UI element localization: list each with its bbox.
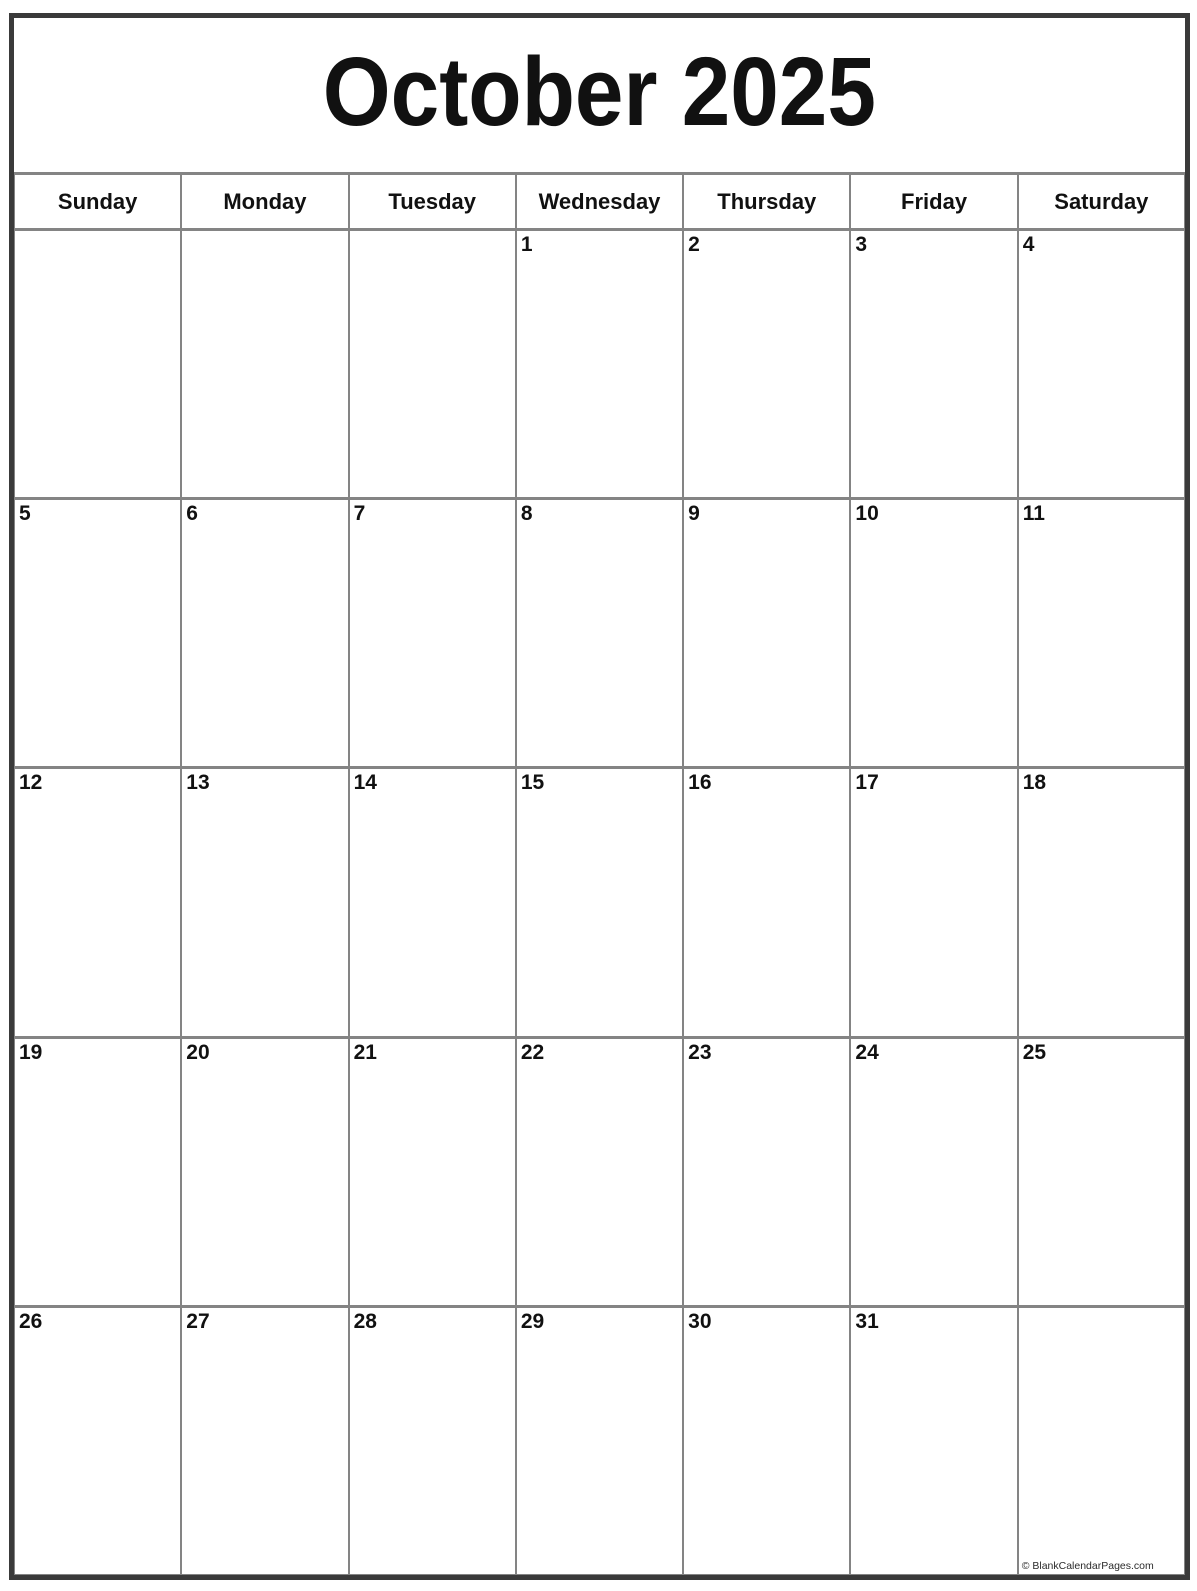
day-cell-18	[1018, 767, 1185, 1036]
weekday-label: Wednesday	[538, 188, 661, 214]
day-cell-11	[1018, 498, 1185, 767]
day-cell-28	[349, 1306, 516, 1575]
day-cell-empty	[14, 229, 181, 498]
weekday-header-monday	[181, 172, 348, 229]
day-number: 9	[688, 502, 700, 526]
day-number: 26	[19, 1309, 43, 1333]
day-cell-empty	[1018, 1306, 1185, 1575]
day-number: 29	[520, 1309, 545, 1333]
day-number: 23	[688, 1040, 712, 1064]
day-number: 15	[520, 771, 545, 795]
day-cell-empty	[349, 229, 516, 498]
day-cell-10	[850, 498, 1017, 767]
day-number: 20	[186, 1040, 210, 1064]
weekday-label: Saturday	[1054, 188, 1149, 214]
day-number: 24	[855, 1040, 879, 1064]
day-cell-21	[349, 1037, 516, 1306]
weekday-label: Tuesday	[388, 188, 477, 214]
weekday-label: Friday	[901, 188, 968, 214]
day-number: 27	[186, 1309, 210, 1333]
day-number: 25	[1022, 1040, 1047, 1064]
day-cell-12	[14, 767, 181, 1036]
day-number: 28	[353, 1309, 377, 1333]
weekday-label: Sunday	[57, 188, 138, 214]
calendar-frame	[9, 13, 1190, 1580]
day-cell-26	[14, 1306, 181, 1575]
weekday-header-thursday	[683, 172, 850, 229]
day-cell-22	[516, 1037, 683, 1306]
day-cell-31	[850, 1306, 1017, 1575]
day-cell-20	[181, 1037, 348, 1306]
weekday-header-saturday	[1018, 172, 1185, 229]
day-number: 16	[688, 771, 712, 795]
day-cell-25	[1018, 1037, 1185, 1306]
weekday-header-tuesday	[349, 172, 516, 229]
day-cell-19	[14, 1037, 181, 1306]
day-cell-15	[516, 767, 683, 1036]
calendar-title	[14, 37, 1185, 146]
day-cell-empty	[181, 229, 348, 498]
day-cell-4	[1018, 229, 1185, 498]
day-number: 19	[19, 1040, 43, 1064]
day-cell-30	[683, 1306, 850, 1575]
day-number: 18	[1022, 771, 1047, 795]
weekday-header-friday	[850, 172, 1017, 229]
day-cell-7	[349, 498, 516, 767]
day-number: 2	[688, 233, 700, 256]
day-cell-5	[14, 498, 181, 767]
watermark-text: © BlankCalendarPages.com	[1021, 1560, 1154, 1572]
calendar-title-text: October 2025	[322, 37, 877, 146]
day-number: 10	[855, 502, 879, 526]
day-cell-2	[683, 229, 850, 498]
day-number: 8	[520, 502, 533, 526]
day-number: 4	[1022, 233, 1035, 256]
day-number: 12	[19, 771, 43, 795]
day-cell-27	[181, 1306, 348, 1575]
day-number: 13	[186, 771, 210, 795]
day-cell-6	[181, 498, 348, 767]
weekday-label: Monday	[223, 188, 307, 214]
day-number: 31	[855, 1309, 879, 1333]
day-cell-13	[181, 767, 348, 1036]
day-cell-14	[349, 767, 516, 1036]
day-cell-24	[850, 1037, 1017, 1306]
day-number: 6	[186, 502, 198, 526]
day-cell-23	[683, 1037, 850, 1306]
day-cell-16	[683, 767, 850, 1036]
weekday-header-wednesday	[516, 172, 683, 229]
day-number: 7	[353, 502, 366, 526]
day-number: 11	[1022, 502, 1045, 526]
day-cell-3	[850, 229, 1017, 498]
day-number: 22	[520, 1040, 545, 1064]
day-number: 1	[520, 233, 533, 256]
day-number: 14	[353, 771, 377, 795]
calendar-grid	[14, 172, 1185, 1575]
day-number: 3	[855, 233, 868, 256]
day-cell-9	[683, 498, 850, 767]
day-number: 30	[688, 1309, 712, 1333]
weekday-header-sunday	[14, 172, 181, 229]
day-cell-29	[516, 1306, 683, 1575]
weekday-label: Thursday	[717, 188, 817, 214]
day-number: 17	[855, 771, 879, 795]
day-cell-1	[516, 229, 683, 498]
day-cell-8	[516, 498, 683, 767]
day-cell-17	[850, 767, 1017, 1036]
day-number: 5	[19, 502, 31, 526]
day-number: 21	[353, 1040, 377, 1064]
